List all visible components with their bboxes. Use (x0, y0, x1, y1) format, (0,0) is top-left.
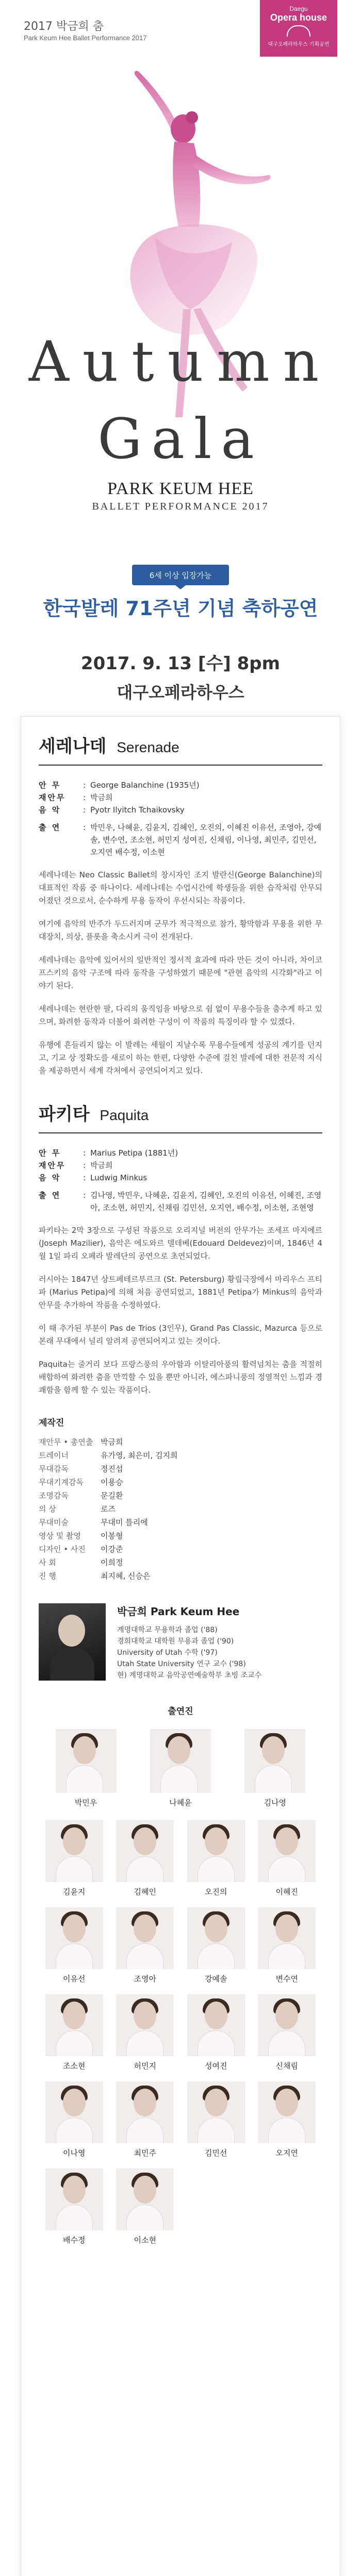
cast-card (39, 2081, 110, 2158)
logo-line-opera-house: Opera house (270, 12, 327, 23)
credit-key: 출 연 (39, 1191, 61, 1200)
staff-row (39, 1529, 322, 1543)
dancer-name: 오지연 (275, 2148, 298, 2158)
dancer-photo (116, 1820, 174, 1882)
cast-card (133, 1729, 227, 1808)
paquita-paragraph: 이 때 추가된 부분이 Pas de Trios (3인무), Grand Pas Classic, Mazurca 등으로 본래 무대에서 널리 알려져 공연되어지고 있는 것이다. (39, 1324, 322, 1346)
cast-card (39, 2168, 110, 2245)
staff-name: 이강준 (101, 1545, 123, 1554)
credit-row: 음 악 : Pyotr Ilyitch Tchaikovsky (39, 804, 322, 816)
artist-name: PARK KEUM HEE (107, 479, 254, 498)
cast-card (39, 1820, 110, 1897)
cast-card (110, 2168, 181, 2245)
serenade-paragraph: 세레나데는 현란한 팔, 다리의 움직임을 바탕으로 쉼 없이 무용수들을 춤추게 하고 있으며, 화려한 동작과 더불어 화려한 구성이 이 작품의 특징이라 할 수 있겠다. (39, 1004, 322, 1026)
director-bio-line: Utah State University 연구 교수 ('98) (117, 1660, 246, 1668)
credit-key: 안 무 (39, 781, 61, 790)
staff-role: 조명감독 (39, 1491, 69, 1500)
cast-heading: 출연진 (168, 1706, 193, 1717)
staff-name: 문길환 (101, 1491, 123, 1500)
director-bio-line: 경희대학교 대학원 무용과 졸업 ('90) (117, 1637, 234, 1646)
anniversary-headline: 한국발레 71주년 기념 축하공연 (43, 597, 318, 620)
dancer-photo (258, 1907, 316, 1969)
serenade-title-ko: 세레나데 (39, 736, 107, 757)
serenade-paragraph: 세레나데는 Neo Classic Ballet의 창시자인 조지 발란신(George Balanchine)의 대표적인 작품 중 하나이다. 세레나데는 수업시간에 학생들을 위한 습작처럼 안무되어졌던 것으로서, 순수하게 무용 동작이 우선시되는 작품이다. (39, 870, 322, 905)
dancer-photo (244, 1729, 305, 1793)
dancer-photo (116, 2081, 174, 2143)
program-panel (21, 716, 340, 2576)
credit-value: Pyotr Ilyitch Tchaikovsky (90, 805, 185, 815)
serenade-title-en: Serenade (117, 739, 179, 755)
dancer-name: 박민우 (74, 1798, 97, 1807)
staff-name: 이용승 (101, 1478, 123, 1487)
dancer-name: 오진의 (205, 1887, 227, 1896)
title-gala: Gala (97, 407, 264, 471)
cast-card (110, 1820, 181, 1897)
staff-name: 유가영, 최은미, 김지희 (101, 1451, 178, 1460)
cast-card (180, 1994, 252, 2071)
credit-key: 재안무 (39, 1161, 66, 1170)
dancer-name: 허민지 (134, 2061, 156, 2071)
dancer-name: 김나영 (264, 1798, 287, 1807)
cast-card (110, 1907, 181, 1984)
dancer-name: 이소현 (134, 2235, 156, 2245)
dancer-photo (45, 2168, 103, 2230)
dancer-photo (187, 2081, 245, 2143)
staff-name: 무대미 틀리에 (101, 1518, 148, 1527)
credit-value: George Balanchine (1935년) (90, 781, 200, 790)
cast-card (252, 1907, 323, 1984)
credit-row-cast: 출 연 : 박민우, 나혜윤, 김윤지, 김혜인, 오진의, 이혜진 이유선, 조영아, 강예솔, 변수연, 조소현, 허민지 성여진, 신채림, 이나영, 최민주, 김민선, 오지연 배수정, 이소현 (39, 821, 322, 858)
dancer-photo (187, 1820, 245, 1882)
dancer-name: 강예솔 (205, 1974, 227, 1984)
dancer-photo (56, 1729, 117, 1793)
staff-name: 이희정 (101, 1558, 123, 1567)
director-photo (39, 1603, 106, 1681)
title-autumn: Autumn (28, 330, 333, 394)
dancer-photo (258, 2081, 316, 2143)
event-venue: 대구오페라하우스 (117, 683, 244, 702)
paquita-title-en: Paquita (100, 1107, 149, 1123)
dancer-name: 변수연 (275, 1974, 298, 1984)
staff-row (39, 1569, 322, 1583)
dancer-photo (187, 1994, 245, 2056)
dancer-name: 이나영 (63, 2148, 86, 2158)
credit-row: 재안무 : 박금희 (39, 791, 322, 804)
cast-card (180, 2081, 252, 2158)
cast-card (180, 1820, 252, 1897)
credit-value: 박금희 (90, 1161, 113, 1170)
logo-line-korean: 대구오페라하우스 기획공연 (268, 42, 330, 47)
dancer-photo (45, 1994, 103, 2056)
director-bio-line: 계명대학교 무용학과 졸업 ('88) (117, 1626, 218, 1634)
credit-row-cast: 출 연 : 김나영, 박민우, 나혜윤, 김윤지, 김혜인, 오진의 이유선, 이혜진, 조영아, 조소현, 허민지, 신채림 김민선, 오지연, 배수정, 이소현, 조현영 (39, 1189, 322, 1214)
staff-role: 영상 및 촬영 (39, 1531, 81, 1540)
header-subtitle: Park Keum Hee Ballet Performance 2017 (24, 34, 147, 42)
director-bio (117, 1603, 261, 1681)
staff-role: 진 행 (39, 1571, 56, 1581)
staff-row (39, 1489, 322, 1502)
cast-card (252, 2081, 323, 2158)
dancer-photo (116, 2168, 174, 2230)
staff-name: 최지혜, 신승은 (101, 1571, 151, 1581)
staff-heading: 제작진 (39, 1418, 64, 1428)
event-info (0, 649, 361, 703)
paquita-paragraph: 러시아는 1847년 상트페테르부르크 (St. Petersburg) 황립극장에서 마리우스 프티파 (Marius Petipa)에 의해 처음 공연되었고, 1881년 Petipa가 Minkus의 음악과 안무를 추가하여 작품을 수정하였다. (39, 1275, 322, 1310)
dancer-name: 김혜인 (134, 1887, 156, 1896)
staff-row (39, 1502, 322, 1516)
dancer-name: 신채림 (275, 2061, 298, 2071)
staff-name: 박금희 (101, 1437, 123, 1447)
dancer-photo (116, 1994, 174, 2056)
dancer-name: 조영아 (134, 1974, 156, 1984)
staff-role: 무대미술 (39, 1518, 69, 1527)
cast-grid-principal (39, 1729, 322, 1808)
work-title-serenade (39, 732, 322, 766)
cast-card (110, 2081, 181, 2158)
credit-key: 안 무 (39, 1148, 61, 1158)
staff-name: 로즈 (101, 1504, 116, 1514)
staff-row (39, 1516, 322, 1529)
credit-row: 안 무 : George Balanchine (1935년) (39, 779, 322, 791)
staff-role: 무대기계감독 (39, 1478, 84, 1487)
dancer-photo (258, 1820, 316, 1882)
paquita-paragraph: Paquita는 줄거리 보다 프랑스풍의 우아함과 이탈리아풍의 활력넘치는 춤을 적절히 배합하여 화려한 춤을 만끽할 수 있을 뿐만 아니라, 에스파니풍의 정열적인 느낌과 경쾌함을 함께 할 수 있는 작품이다. (39, 1360, 322, 1395)
cast-card (228, 1729, 322, 1808)
cast-card (39, 1994, 110, 2071)
dancer-photo (45, 1820, 103, 1882)
staff-role: 디자인 • 사진 (39, 1545, 86, 1554)
staff-row (39, 1449, 322, 1462)
staff-name: 정진섭 (101, 1464, 123, 1473)
performance-label: BALLET PERFORMANCE 2017 (92, 501, 269, 512)
serenade-paragraph: 유행에 흔들리지 않는 이 발레는 세월이 지날수록 무용수들에게 성공의 계기를 던지고, 기교 상 정확도를 새로이 하는 한편, 다양한 수준에 걸친 발레에 대한 전문적 지식을 제공하면서 세계 각처에서 공연되어지고 있다. (39, 1040, 322, 1075)
staff-role: 의 상 (39, 1504, 56, 1514)
staff-row (39, 1462, 322, 1476)
staff-role: 사 회 (39, 1558, 56, 1567)
cast-card (110, 1994, 181, 2071)
dancer-name: 배수정 (63, 2235, 86, 2245)
cast-card (39, 1729, 133, 1808)
opera-house-logo[interactable] (260, 0, 337, 57)
dancer-photo (116, 1907, 174, 1969)
cast-card (252, 1820, 323, 1897)
director-name: 박금희 Park Keum Hee (117, 1605, 240, 1618)
credit-value: 김나영, 박민우, 나혜윤, 김윤지, 김혜인, 오진의 이유선, 이혜진, 조영아, 조소현, 허민지, 신채림 김민선, 오지연, 배수정, 이소현, 조현영 (90, 1191, 322, 1212)
director-profile (39, 1603, 322, 1681)
cast-card (252, 1994, 323, 2071)
credit-value: Ludwig Minkus (90, 1173, 147, 1182)
cast-card (39, 1907, 110, 1984)
credit-value: 박민우, 나혜윤, 김윤지, 김혜인, 오진의, 이혜진 이유선, 조영아, 강예솔, 변수연, 조소현, 허민지 성여진, 신채림, 이나영, 최민주, 김민선, 오지연 배수정, 이소현 (90, 823, 322, 857)
staff-name: 이봉형 (101, 1531, 123, 1540)
director-bio-line: 현) 계명대학교 음악공연예술학부 초빙 조교수 (117, 1671, 262, 1680)
dancer-photo (150, 1729, 211, 1793)
staff-role: 재안무 • 총연출 (39, 1437, 93, 1447)
work-title-paquita (39, 1100, 322, 1133)
dancer-name: 김윤지 (63, 1887, 86, 1896)
opera-arch-icon (287, 25, 310, 37)
credit-row: 안 무 : Marius Petipa (1881년) (39, 1147, 322, 1159)
cast-card (180, 1907, 252, 1984)
dancer-photo (45, 2081, 103, 2143)
paquita-title-ko: 파키타 (39, 1104, 90, 1125)
dancer-photo (45, 1907, 103, 1969)
staff-role: 무대감독 (39, 1464, 69, 1473)
dancer-photo (258, 1994, 316, 2056)
age-limit-badge: 6세 이상 입장가능 (132, 565, 229, 585)
credit-key: 음 악 (39, 1173, 61, 1182)
dancer-name: 이혜진 (275, 1887, 298, 1896)
paquita-paragraph: 파키타는 2막 3장으로 구성된 작품으로 오리지널 버전의 안무가는 조세프 마지에르 (Joseph Mazilier), 음악은 에도와르 델데베(Edouard Deldevez)이며, 1846년 4월 1일 파리 오페라 발레단의 공연으로 초연되었다. (39, 1226, 322, 1261)
staff-row (39, 1556, 322, 1569)
credit-value: Marius Petipa (1881년) (90, 1148, 178, 1158)
director-bio-line: University of Utah 수학 ('97) (117, 1649, 218, 1657)
serenade-paragraph: 세레나데는 음악에 있어서의 일반적인 정서적 효과에 따라 만든 것이 아니라, 차이코프스키의 음악 구조에 따라 동작을 구성하였기 때문에 "관현 음악의 시각화"라고 이야기 된다. (39, 955, 322, 990)
event-date: 2017. 9. 13 [수] 8pm (80, 653, 281, 674)
staff-row (39, 1435, 322, 1449)
dancer-name: 김민선 (205, 2148, 227, 2158)
cast-grid-ensemble (39, 1820, 322, 2245)
staff-row (39, 1476, 322, 1489)
hero-section (0, 0, 361, 620)
credit-key: 재안무 (39, 793, 66, 802)
staff-role: 트레이너 (39, 1451, 69, 1460)
dancer-name: 나혜윤 (169, 1798, 192, 1807)
credit-row: 음 악 : Ludwig Minkus (39, 1172, 322, 1184)
dancer-name: 조소현 (63, 2061, 86, 2071)
header-title: 2017 박금희 춤 (24, 20, 104, 33)
credit-value: 박금희 (90, 793, 113, 802)
serenade-paragraph: 여기에 음악의 반주가 두드러지며 군무가 적극적으로 참가, 황막함과 무용을 위한 무대장치, 의상, 플롯을 축소시켜 극이 전개된다. (39, 919, 322, 941)
credit-key: 음 악 (39, 805, 61, 815)
staff-row (39, 1543, 322, 1556)
dancer-name: 최민주 (134, 2148, 156, 2158)
logo-line-daegu: Daegu (289, 5, 308, 12)
credit-key: 출 연 (39, 823, 61, 832)
dancer-photo (187, 1907, 245, 1969)
dancer-name: 성여진 (205, 2061, 227, 2071)
credit-row: 재안무 : 박금희 (39, 1159, 322, 1172)
dancer-name: 이유선 (63, 1974, 86, 1984)
